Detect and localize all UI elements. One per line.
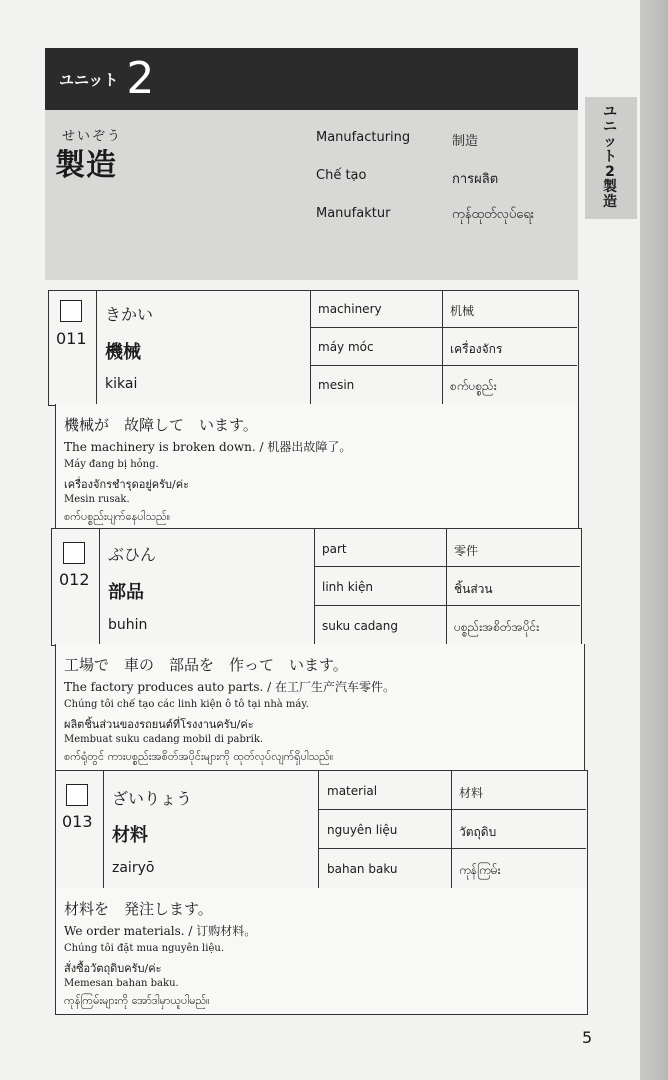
meaning-my: ပစ္စည်းအစိတ်အပိုင်း — [454, 620, 540, 634]
example-vi: Chúng tôi chế tạo các linh kiện ô tô tại nhà máy. — [64, 699, 309, 710]
topic-ruby: せいぞう — [62, 129, 123, 144]
meaning-ms: mesin — [318, 378, 355, 392]
side-tab-label: ユニット2製造 — [603, 104, 617, 210]
topic-translation-my: ကုန်ထုတ်လုပ်ရေး — [452, 207, 535, 222]
page-number: 5 — [582, 1028, 593, 1047]
topic-box — [45, 110, 578, 280]
meaning-zh: 机械 — [450, 304, 475, 318]
checkbox-013[interactable] — [66, 784, 88, 806]
meaning-my: စက်ပစ္စည်း — [450, 379, 497, 393]
topic-translation-ms: Manufaktur — [316, 206, 391, 221]
entry-kana: きかい — [105, 305, 154, 324]
example-th: เครื่องจักรชำรุดอยู่ครับ/ค่ะ — [64, 478, 189, 491]
topic-translation-en: Manufacturing — [316, 130, 411, 145]
unit-header — [45, 48, 578, 110]
example-en: The factory produces auto parts. / 在工厂生产汽车零件。 — [64, 680, 395, 694]
entry-number: 012 — [59, 570, 90, 589]
meaning-vi: linh kiện — [322, 580, 373, 594]
entry-kanji: 部品 — [108, 582, 144, 603]
entry-romaji: zairyō — [112, 860, 155, 876]
entry-kanji: 材料 — [112, 825, 148, 846]
entry-number: 013 — [62, 812, 93, 831]
example-jp: 材料を 発注します。 — [64, 900, 213, 918]
checkbox-011[interactable] — [60, 300, 82, 322]
entry-kanji: 機械 — [105, 342, 141, 363]
topic-title: 製造 — [55, 148, 117, 183]
meaning-ms: bahan baku — [327, 862, 398, 876]
unit-number: 2 — [126, 53, 155, 104]
meaning-en: material — [327, 784, 378, 798]
meaning-vi: nguyên liệu — [327, 823, 398, 837]
example-ms: Mesin rusak. — [64, 494, 130, 505]
meaning-en: part — [322, 542, 347, 556]
meaning-vi: máy móc — [318, 340, 374, 354]
page-edge — [640, 0, 668, 1080]
meaning-th: เครื่องจักร — [450, 342, 503, 356]
example-th: ผลิตชิ้นส่วนของรถยนต์ที่โรงงานครับ/ค่ะ — [64, 718, 254, 731]
example-vi: Máy đang bị hỏng. — [64, 459, 159, 470]
example-011 — [55, 404, 579, 529]
meaning-zh: 材料 — [459, 786, 484, 800]
example-ms: Memesan bahan baku. — [64, 978, 179, 989]
example-013 — [55, 888, 588, 1015]
example-my: စက်ရုံတွင် ကားပစ္စည်းအစိတ်အပိုင်းများကို ထုတ်လုပ်လျက်ရှိပါသည်။ — [64, 750, 334, 763]
entry-number: 011 — [56, 329, 87, 348]
topic-translation-zh: 制造 — [452, 134, 479, 149]
example-012 — [55, 644, 585, 771]
example-vi: Chúng tôi đặt mua nguyên liệu. — [64, 943, 224, 954]
example-th: สั่งซื้อวัตถุดิบครับ/ค่ะ — [64, 962, 162, 975]
topic-translation-th: การผลิต — [452, 172, 499, 187]
meaning-en: machinery — [318, 302, 382, 316]
entry-romaji: kikai — [105, 376, 138, 392]
unit-label: ユニット — [59, 70, 119, 89]
example-jp: 工場で 車の 部品を 作って います。 — [64, 656, 348, 674]
checkbox-012[interactable] — [63, 542, 85, 564]
meaning-my: ကုန်ကြမ်း — [459, 863, 501, 877]
example-ms: Membuat suku cadang mobil di pabrik. — [64, 734, 264, 745]
meaning-zh: 零件 — [454, 544, 479, 558]
entry-romaji: buhin — [108, 617, 148, 633]
meaning-th: ชิ้นส่วน — [454, 582, 493, 596]
example-en: The machinery is broken down. / 机器出故障了。 — [64, 440, 352, 454]
example-jp: 機械が 故障して います。 — [64, 416, 258, 434]
entry-kana: ざいりょう — [112, 789, 193, 808]
meaning-ms: suku cadang — [322, 619, 399, 633]
example-en: We order materials. / 订购材料。 — [64, 924, 257, 938]
example-my: ကုန်ကြမ်းများကို အော်ဒါမှာယူပါမည်။ — [64, 994, 210, 1007]
meaning-th: วัตถุดิบ — [459, 825, 497, 839]
entry-kana: ぶひん — [108, 545, 157, 564]
topic-translation-vi: Chế tạo — [316, 168, 367, 183]
example-my: စက်ပစ္စည်းပျက်နေပါသည်။ — [64, 510, 171, 523]
